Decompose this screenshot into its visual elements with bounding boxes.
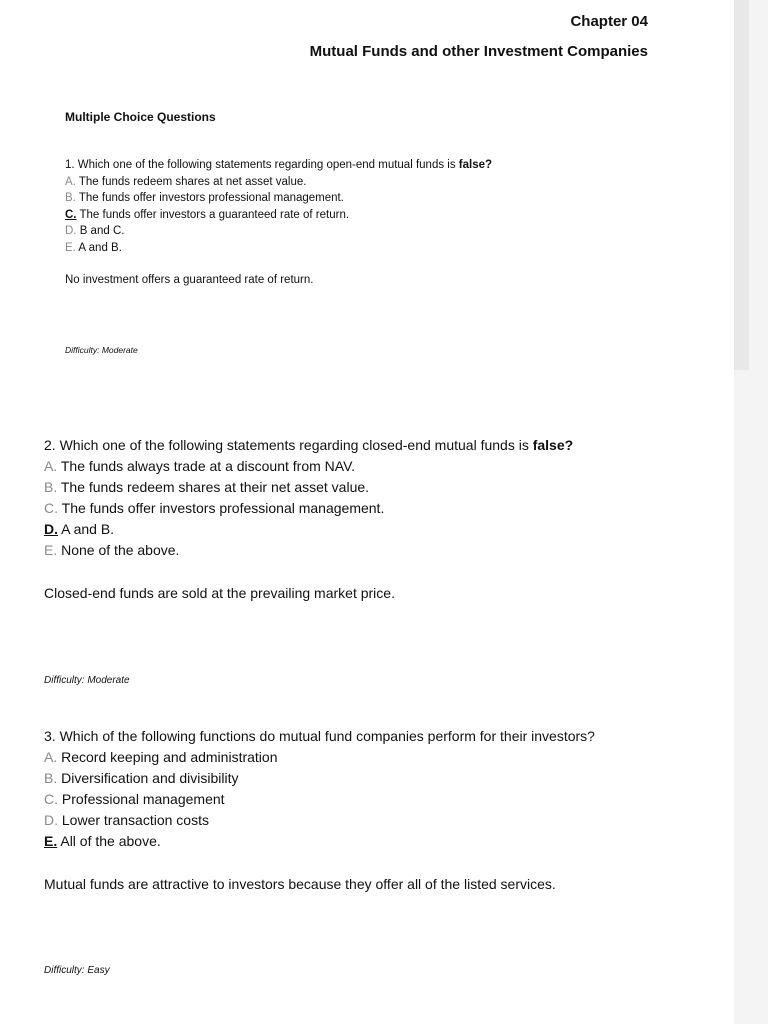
difficulty-label: Difficulty: Easy	[44, 965, 110, 976]
difficulty-label: Difficulty: Moderate	[65, 345, 138, 355]
answer-option: D. B and C.	[65, 225, 125, 237]
answer-option: B. The funds redeem shares at their net asset value.	[44, 479, 370, 495]
answer-option: A. The funds redeem shares at net asset value.	[65, 175, 307, 188]
chapter-label: Chapter 04	[570, 13, 648, 30]
answer-option: C. Professional management	[44, 791, 225, 807]
answer-option: E. A and B.	[65, 241, 122, 254]
answer-option: D. Lower transaction costs	[44, 812, 209, 828]
answer-option-correct: E. All of the above.	[44, 833, 161, 849]
question-1	[65, 157, 492, 256]
answer-explanation: Mutual funds are attractive to investors because they offer all of the listed services.	[44, 876, 556, 892]
document-title: Mutual Funds and other Investment Companies	[309, 43, 648, 60]
answer-option: A. Record keeping and administration	[44, 749, 278, 765]
question-stem: 1. Which one of the following statements regarding open-end mutual funds is false?	[65, 159, 493, 171]
question-stem: 3. Which of the following functions do mutual fund companies perform for their investors?	[44, 728, 595, 744]
section-title: Multiple Choice Questions	[65, 110, 216, 124]
difficulty-label: Difficulty: Moderate	[44, 675, 130, 686]
answer-option: B. Diversification and divisibility	[44, 770, 239, 786]
answer-option: C. The funds offer investors professional management.	[44, 500, 385, 516]
answer-option: A. The funds always trade at a discount from NAV.	[44, 458, 356, 474]
question-2	[44, 435, 573, 561]
answer-option-correct: D. A and B.	[44, 521, 115, 537]
answer-option-correct: C. The funds offer investors a guaranteed rate of return.	[65, 208, 350, 221]
answer-option: B. The funds offer investors professional management.	[65, 192, 344, 204]
answer-explanation: No investment offers a guaranteed rate of return.	[65, 274, 314, 286]
question-stem: 2. Which one of the following statements regarding closed-end mutual funds is false?	[44, 437, 574, 453]
question-3	[44, 726, 595, 852]
scrollbar-thumb[interactable]	[734, 0, 749, 370]
answer-explanation: Closed-end funds are sold at the prevailing market price.	[44, 585, 395, 601]
answer-option: E. None of the above.	[44, 542, 180, 558]
